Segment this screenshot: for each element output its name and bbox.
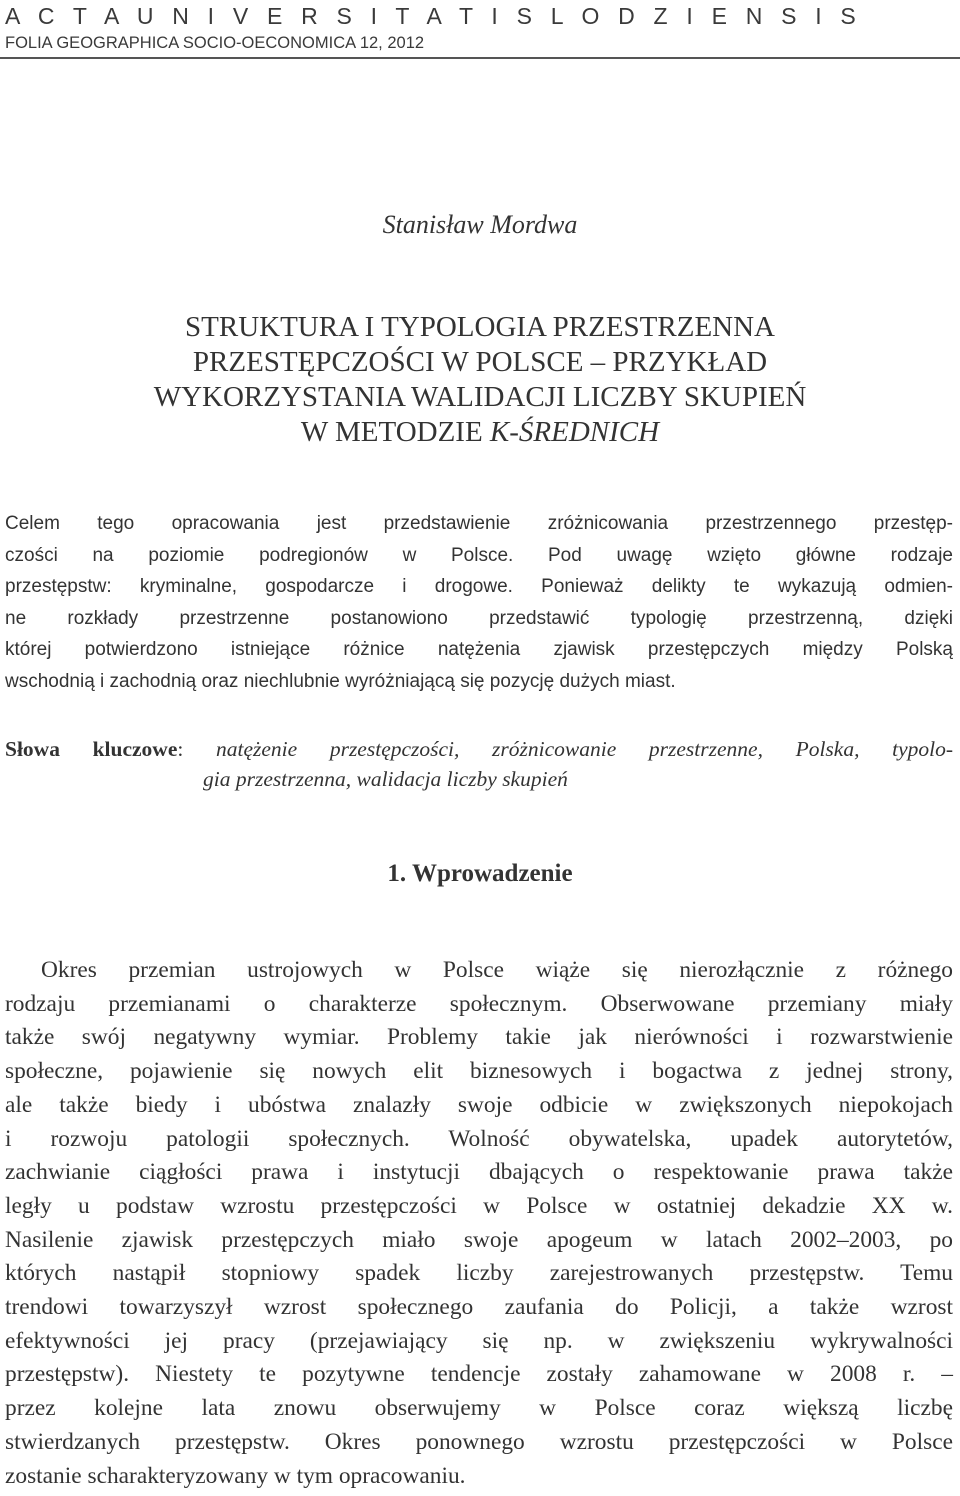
title-line: PRZESTĘPCZOŚCI W POLSCE – PRZYKŁAD	[192, 346, 768, 378]
body-line: przez kolejne lata znowu obserwujemy w Polsce coraz większą liczbę	[5, 1395, 953, 1422]
body-line: także swój negatywny wymiar. Problemy takie jak nierówności i rozwarstwienie	[5, 1024, 953, 1051]
title-line: WYKORZYSTANIA WALIDACJI LICZBY SKUPIEŃ	[153, 381, 807, 413]
body-line: zostanie scharakteryzowany w tym opracowaniu.	[5, 1462, 466, 1489]
body-line: legły u podstaw wzrostu przestępczości w Polsce w ostatniej dekadzie XX w.	[5, 1192, 953, 1219]
body-line: i rozwoju patologii społecznych. Wolność obywatelska, upadek autorytetów,	[5, 1125, 953, 1152]
keywords	[5, 734, 953, 794]
abstract-line: wschodnią i zachodnią oraz niechlubnie wyróżniającą się pozycję dużych miast.	[5, 670, 676, 692]
abstract-line: której potwierdzono istniejące różnice natężenia zjawisk przestępczych między Polską	[5, 639, 953, 661]
body-line: Nasilenie zjawisk przestępczych miało swoje apogeum w latach 2002–2003, po	[5, 1226, 953, 1253]
body-line: rodzaju przemianami o charakterze społecznym. Obserwowane przemiany miały	[5, 990, 953, 1017]
section-heading: 1. Wprowadzenie	[387, 860, 573, 887]
keywords-line: Słowa kluczowe: natężenie przestępczości, zróżnicowanie przestrzenne, Polska, typolo-	[5, 737, 953, 761]
section-body	[5, 954, 953, 1493]
body-line: efektywności jej pracy (przejawiający się np. w zwiększeniu wykrywalności	[5, 1327, 953, 1354]
article-author: Stanisław Mordwa	[382, 210, 578, 239]
body-line: trendowi towarzyszył wzrost społecznego zaufania do Policji, a także wzrost	[5, 1294, 953, 1321]
body-line: Okres przemian ustrojowych w Polsce wiąże się nierozłącznie z różnego	[41, 957, 953, 983]
body-line: których nastąpił stopniowy spadek liczby zarejestrowanych przestępstw. Temu	[5, 1260, 953, 1287]
abstract-line: ne rozkłady przestrzenne postanowiono przedstawić typologię przestrzenną, dzięki	[5, 607, 953, 629]
abstract-line: czości na poziomie podregionów w Polsce. Pod uwagę wzięto główne rodzaje	[5, 544, 953, 566]
journal-series: FOLIA GEOGRAPHICA SOCIO-OECONOMICA 12, 2012	[5, 34, 425, 52]
header-divider	[0, 57, 960, 59]
article-title	[0, 310, 960, 450]
abstract-line: przestępstw: kryminalne, gospodarcze i drogowe. Ponieważ delikty te wykazują odmien-	[5, 576, 953, 598]
journal-title: A C T A U N I V E R S I T A T I S L O D Z I E N S I S	[5, 3, 862, 29]
body-line: zachwianie ciągłości prawa i instytucji dbających o respektowanie prawa także	[5, 1159, 953, 1186]
keywords-text: natężenie przestępczości, zróżnicowanie przestrzenne, Polska, typolo-	[216, 737, 953, 761]
abstract	[5, 508, 953, 698]
title-line	[0, 415, 960, 450]
body-line: ale także biedy i ubóstwa znalazły swoje odbicie w zwiększonych niepokojach	[5, 1091, 953, 1118]
keywords-text-continued: gia przestrzenna, walidacja liczby skupień	[203, 767, 568, 791]
body-line: społeczne, pojawienie się nowych elit biznesowych i bogactwa z jednej strony,	[5, 1058, 953, 1085]
abstract-line: Celem tego opracowania jest przedstawienie zróżnicowania przestrzennego przestęp-	[5, 513, 953, 534]
title-line: STRUKTURA I TYPOLOGIA PRZESTRZENNA	[185, 311, 775, 343]
body-line: stwierdzanych przestępstw. Okres ponownego wzrostu przestępczości w Polsce	[5, 1428, 953, 1455]
body-line: przestępstw). Niestety te pozytywne tendencje zostały zahamowane w 2008 r. –	[5, 1361, 953, 1388]
keywords-label: Słowa kluczowe	[5, 737, 178, 761]
title-line-prefix: W METODZIE	[300, 416, 490, 448]
title-line-italic: K-ŚREDNICH	[489, 416, 660, 448]
